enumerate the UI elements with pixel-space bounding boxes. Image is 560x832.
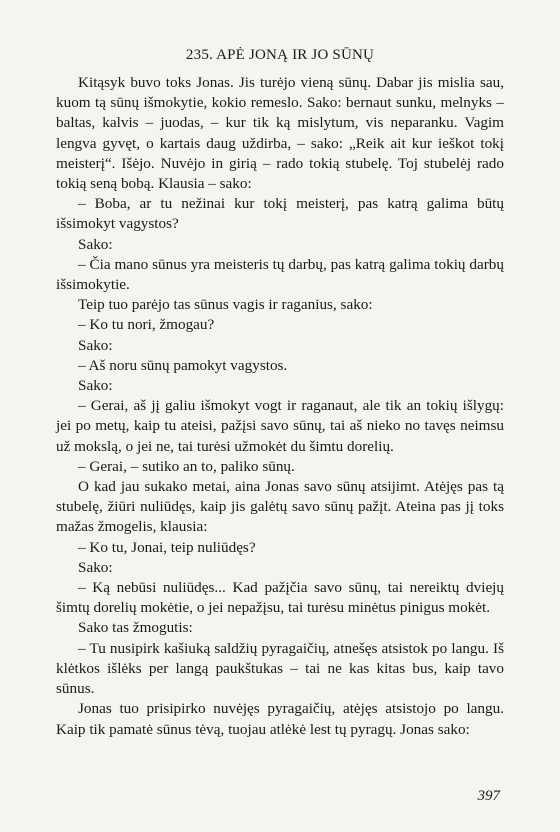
- paragraph: – Aš noru sūnų pamokyt vagystos.: [78, 356, 288, 374]
- paragraph: – Ką nebūsi nuliūdęs... Kad pažįčia savo sūnų, tai nereiktų dviejų šimtų dorelių mokėtie, o jei nepažįsu, tai turėsu minėtus pinigus mokėt.: [56, 579, 504, 617]
- paragraph: – Gerai, aš jį galiu išmokyt vogt ir raganaut, ale tik an tokių išlygų: jei po metų, kaip tu ateisi, pažįsi savo sūnų, tai aš nieko no tavęs neimsu už mokslą, o jei ne, tai turėsi užmokėt du šimtu dorelių.: [56, 397, 504, 455]
- paragraph: Sako:: [78, 336, 113, 354]
- paragraph: O kad jau sukako metai, aina Jonas savo sūnų atsijimt. Atėjęs pas tą stubelę, žiūri nuliūdęs, kaip jis galėtų savo sūnų pažįt. Ateina pas jį toks mažas žmogelis, klausia:: [56, 478, 504, 536]
- paragraph: – Gerai, – sutiko an to, paliko sūnų.: [78, 457, 295, 475]
- paragraph: Sako:: [78, 377, 113, 395]
- paragraph: – Ko tu nori, žmogau?: [78, 316, 215, 334]
- paragraph: Teip tuo parėjo tas sūnus vagis ir raganius, sako:: [78, 296, 373, 314]
- paragraph: Kitąsyk buvo toks Jonas. Jis turėjo vieną sūnų. Dabar jis mislia sau, kuom tą sūnų išmokytie, kokio remeslo. Sako: bernaut sunku, melnyks – baltas, kalvis – juodas, – kur tik ką mislytum, vis neparanku. Vagim lengva gyvęt, o kartais daug uždirba, – sako: „Reik ait kur ieškot tokį meisterį“. Išėjo. Nuvėjo in girią – rado tokią stubelę. Toj stubelėj rado tokią seną bobą. Klausia – sako:: [56, 74, 504, 193]
- paragraph: – Tu nusipirk kašiuką saldžių pyragaičių, atnešęs atsistok po langu. Iš klėtkos išlėks per langą paukštukas – tai ne kas kitas bus, kaip tavo sūnus.: [56, 639, 504, 698]
- story-title: 235. APĖ JONĄ IR JO SŪNŲ: [185, 47, 375, 63]
- paragraph: Jonas tuo prisipirko nuvėjęs pyragaičių, atėjęs atsistojo po langu. Kaip tik pamatė sūnus tėvą, tuojau atlėkė lest tų pyragų. Jonas sako:: [56, 700, 504, 738]
- paragraph: – Ko tu, Jonai, teip nuliūdęs?: [78, 538, 256, 556]
- paragraph: Sako:: [78, 558, 113, 576]
- story-body: [56, 73, 504, 740]
- page-number: 397: [477, 788, 500, 804]
- paragraph: – Boba, ar tu nežinai kur tokį meisterį, pas katrą galima būtų išsimokyt vagystos?: [56, 195, 504, 233]
- paragraph: Sako:: [78, 235, 113, 253]
- paragraph: Sako tas žmogutis:: [78, 619, 193, 637]
- paragraph: – Čia mano sūnus yra meisteris tų darbų, pas katrą galima tokių darbų išsimokytie.: [56, 255, 504, 294]
